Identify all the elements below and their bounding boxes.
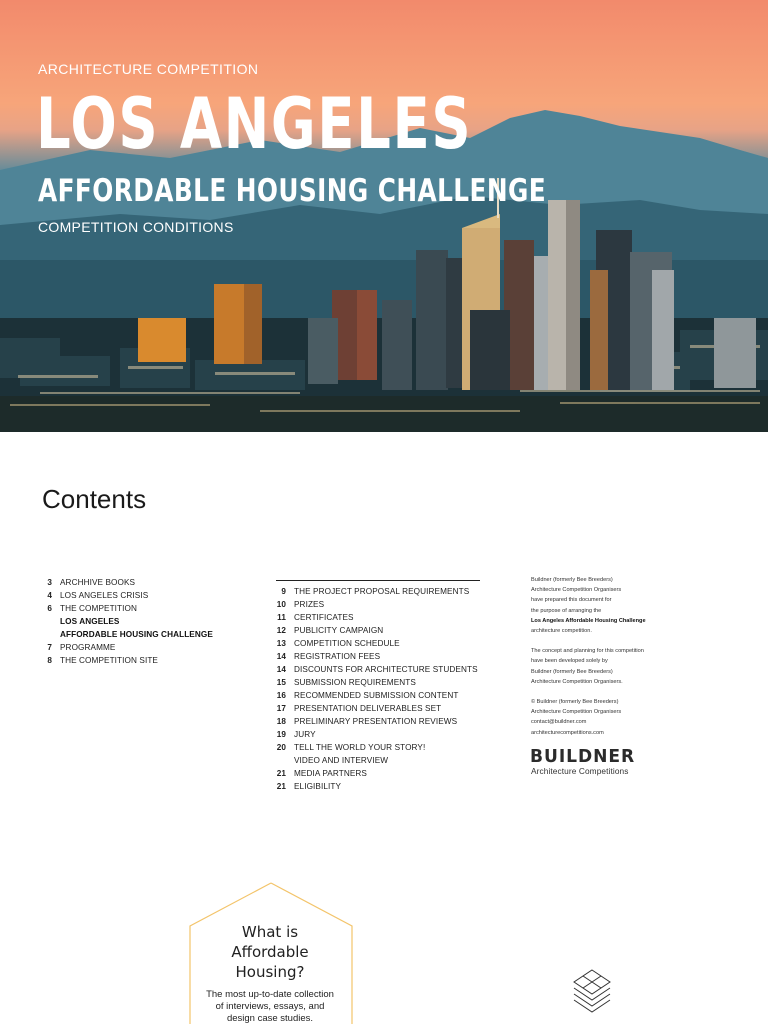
hero-kicker: ARCHITECTURE COMPETITION xyxy=(38,61,259,77)
organiser-note-paragraph xyxy=(531,575,681,636)
note-line: architecture competition. xyxy=(531,628,592,635)
note-line: © Buildner (formerly Bee Breeders) xyxy=(531,699,619,706)
copyright-paragraph xyxy=(531,697,681,738)
toc-page-number: 9 xyxy=(281,587,286,596)
hero-subtitle: AFFORDABLE HOUSING CHALLENGE xyxy=(38,173,547,209)
buildner-logo-subtitle: Architecture Competitions xyxy=(531,766,629,776)
toc-label: ELIGIBILITY xyxy=(294,782,342,791)
toc-label: THE COMPETITION SITE xyxy=(60,656,158,665)
note-line: Architecture Competition Organisers xyxy=(531,709,622,716)
toc-item[interactable] xyxy=(32,576,213,589)
toc-item[interactable] xyxy=(32,602,213,615)
toc-page-number: 15 xyxy=(276,678,286,687)
note-line: The concept and planning for this competition xyxy=(531,648,644,655)
note-line: Architecture Competition Organisers. xyxy=(531,678,623,685)
toc-label: ARCHHIVE BOOKS xyxy=(60,578,136,587)
note-line: have been developed solely by xyxy=(531,658,608,665)
layers-icon xyxy=(570,968,614,1014)
toc-divider xyxy=(276,580,480,581)
toc-item[interactable] xyxy=(266,611,478,624)
toc-label: PRIZES xyxy=(294,600,325,609)
toc-item[interactable] xyxy=(266,585,478,598)
promo-description xyxy=(190,989,350,1025)
toc-label: MEDIA PARTNERS xyxy=(294,769,367,778)
contents-heading: Contents xyxy=(42,484,147,514)
promo-text-line: The most up-to-date collection xyxy=(206,989,334,1000)
contact-email-link[interactable]: contact@buildner.com xyxy=(531,719,587,726)
note-line: Buildner (formerly Bee Breeders) xyxy=(531,577,613,583)
toc-item[interactable] xyxy=(266,780,478,793)
website-link[interactable]: architecturecompetitions.com xyxy=(531,729,604,736)
toc-label: PUBLICITY CAMPAIGN xyxy=(294,626,384,635)
promo-title-line: Housing? xyxy=(235,963,305,981)
toc-label: TELL THE WORLD YOUR STORY! xyxy=(294,743,426,752)
toc-middle-column xyxy=(266,585,478,793)
toc-label: PROGRAMME xyxy=(60,643,116,652)
toc-page-number: 21 xyxy=(276,782,286,791)
toc-page-number: 12 xyxy=(276,626,286,635)
toc-page-number: 14 xyxy=(276,652,286,661)
tower-orange-left xyxy=(138,318,186,362)
toc-page-number: 14 xyxy=(276,665,286,674)
buildner-logo: BUILDNER xyxy=(530,746,636,767)
toc-page-number: 20 xyxy=(276,743,286,752)
toc-label: PRELIMINARY PRESENTATION REVIEWS xyxy=(294,717,458,726)
toc-label: LOS ANGELES xyxy=(60,617,120,626)
toc-item[interactable] xyxy=(266,650,478,663)
toc-item[interactable] xyxy=(266,715,478,728)
toc-label: PRESENTATION DELIVERABLES SET xyxy=(294,704,442,713)
toc-item[interactable] xyxy=(266,676,478,689)
toc-label: AFFORDABLE HOUSING CHALLENGE xyxy=(60,630,213,639)
toc-page-number: 7 xyxy=(47,643,52,652)
toc-page-number: 17 xyxy=(276,704,286,713)
toc-page-number xyxy=(32,628,52,641)
toc-label: LOS ANGELES CRISIS xyxy=(60,591,149,600)
toc-item[interactable] xyxy=(266,663,478,676)
toc-page-number: 6 xyxy=(47,604,52,613)
toc-item[interactable] xyxy=(266,624,478,637)
toc-page-number: 16 xyxy=(276,691,286,700)
toc-page-number: 11 xyxy=(277,613,286,622)
toc-item[interactable] xyxy=(266,728,478,741)
toc-item[interactable] xyxy=(266,689,478,702)
toc-label: COMPETITION SCHEDULE xyxy=(294,639,400,648)
toc-label: DISCOUNTS FOR ARCHITECTURE STUDENTS xyxy=(294,665,478,674)
toc-label: VIDEO AND INTERVIEW xyxy=(294,756,389,765)
toc-label: SUBMISSION REQUIREMENTS xyxy=(294,678,416,687)
toc-item[interactable] xyxy=(266,767,478,780)
note-line: Buildner (formerly Bee Breeders) xyxy=(531,668,613,675)
hero-banner xyxy=(0,0,768,432)
promo-title[interactable] xyxy=(190,922,350,982)
toc-page-number: 21 xyxy=(276,769,286,778)
promo-text-line: design case studies. xyxy=(226,1013,314,1024)
toc-page-number: 18 xyxy=(276,717,286,726)
note-line-competition-name: Los Angeles Affordable Housing Challenge xyxy=(531,617,646,624)
toc-label: THE COMPETITION xyxy=(60,604,138,613)
organiser-note-paragraph xyxy=(531,646,681,687)
toc-item[interactable] xyxy=(32,615,213,628)
toc-page-number xyxy=(266,754,286,767)
toc-page-number: 8 xyxy=(47,656,52,665)
toc-item[interactable] xyxy=(32,589,213,602)
toc-label: REGISTRATION FEES xyxy=(294,652,381,661)
toc-label: THE PROJECT PROPOSAL REQUIREMENTS xyxy=(294,587,470,596)
toc-page-number: 13 xyxy=(276,639,286,648)
toc-item[interactable] xyxy=(266,637,478,650)
toc-page-number: 3 xyxy=(47,578,52,587)
toc-left-column xyxy=(32,576,213,667)
organiser-note xyxy=(531,575,681,748)
toc-page-number: 19 xyxy=(276,730,286,739)
toc-item[interactable] xyxy=(32,641,213,654)
promo-title-line: What is xyxy=(241,923,299,941)
note-line: Architecture Competition Organisers xyxy=(531,587,622,594)
toc-page-number xyxy=(32,615,52,628)
hero-title: LOS ANGELES xyxy=(36,83,473,165)
toc-label: CERTIFICATES xyxy=(294,613,354,622)
toc-page-number: 10 xyxy=(276,600,286,609)
tower-dark-1 xyxy=(416,250,448,390)
promo-title-line: Affordable xyxy=(231,943,309,961)
toc-label: JURY xyxy=(294,730,316,739)
foreground-ground xyxy=(0,396,768,432)
note-line: the purpose of arranging the xyxy=(531,607,602,614)
toc-item[interactable] xyxy=(32,628,213,641)
hero-conditions-label: COMPETITION CONDITIONS xyxy=(38,219,234,235)
toc-item[interactable] xyxy=(32,654,213,667)
toc-item[interactable] xyxy=(266,754,478,767)
toc-item[interactable] xyxy=(266,702,478,715)
note-line: have prepared this document for xyxy=(531,597,612,604)
toc-item[interactable] xyxy=(266,598,478,611)
promo-text-line: of interviews, essays, and xyxy=(215,1001,325,1012)
toc-page-number: 4 xyxy=(47,591,52,600)
toc-item[interactable] xyxy=(266,741,478,754)
toc-label: RECOMMENDED SUBMISSION CONTENT xyxy=(294,691,459,700)
